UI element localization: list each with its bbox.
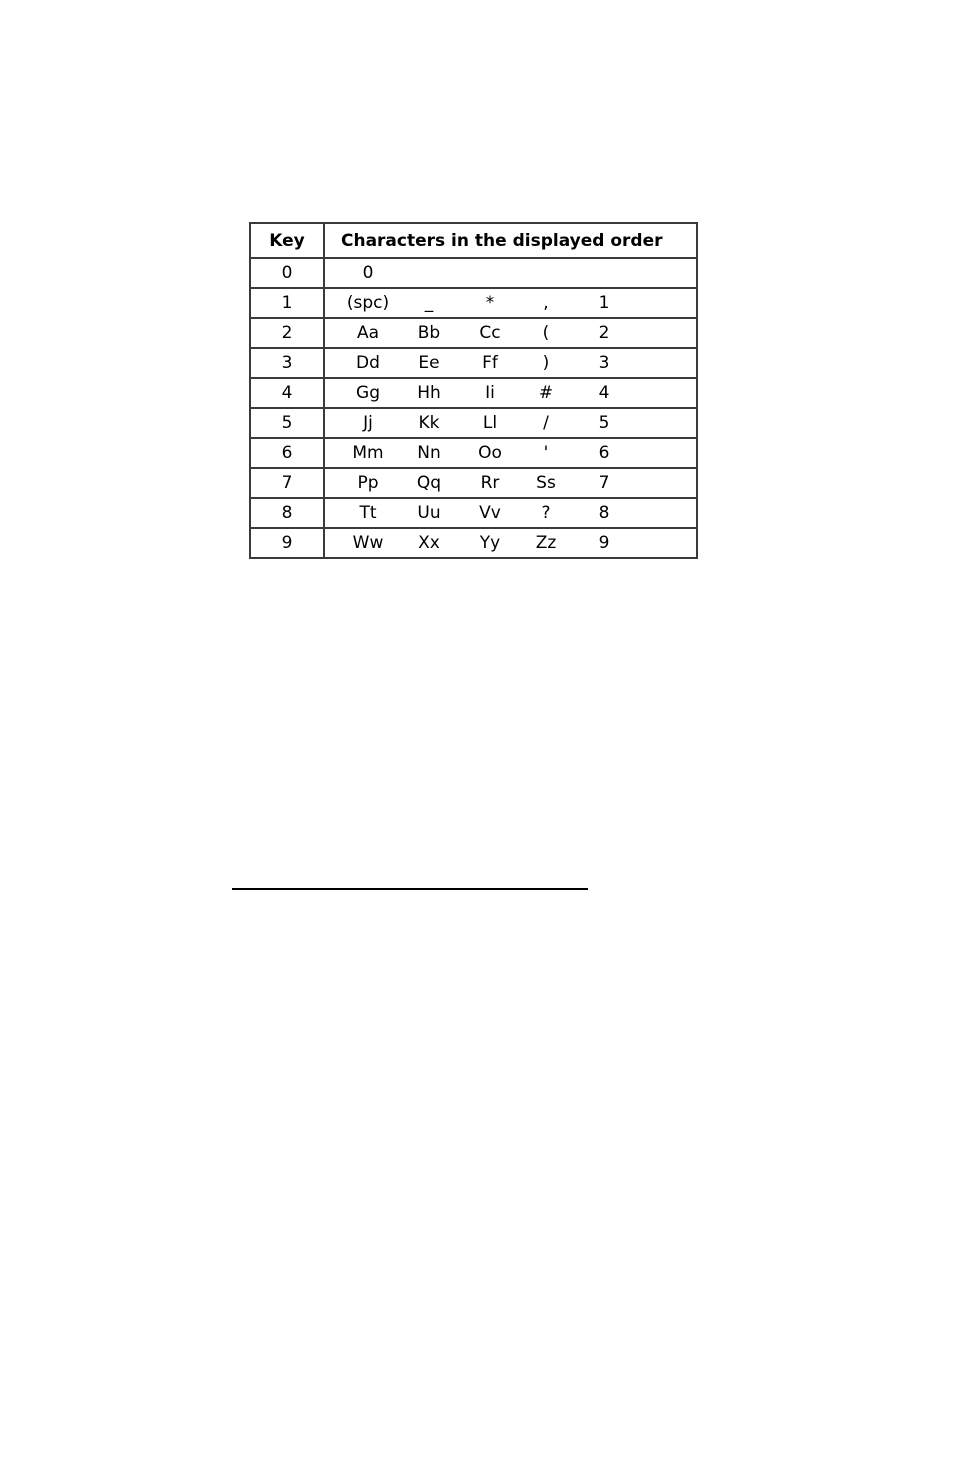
character-entry: Mm <box>352 443 384 463</box>
table-row <box>250 318 697 348</box>
key-cell: 8 <box>250 498 324 528</box>
table-body <box>250 258 697 558</box>
character-entry: Ee <box>418 353 440 373</box>
character-entry: , <box>543 293 549 313</box>
character-entry: Tt <box>359 503 377 523</box>
key-cell: 0 <box>250 258 324 288</box>
character-entry: Hh <box>417 383 441 403</box>
table-row <box>250 378 697 408</box>
character-entry: Oo <box>478 443 502 463</box>
character-entry: 3 <box>598 353 610 373</box>
character-entry: Pp <box>357 473 379 493</box>
character-entry: * <box>485 293 495 313</box>
characters-cell <box>324 498 697 528</box>
character-entry: 6 <box>598 443 610 463</box>
character-entry: Vv <box>479 503 501 523</box>
key-cell: 4 <box>250 378 324 408</box>
table-row <box>250 468 697 498</box>
table-row <box>250 258 697 288</box>
footnote-separator-line <box>232 888 588 890</box>
character-entry: 7 <box>598 473 610 493</box>
characters-cell <box>324 258 697 288</box>
table-row <box>250 438 697 468</box>
character-entry: Jj <box>363 413 373 433</box>
character-entry: Yy <box>479 533 501 553</box>
character-entry: / <box>543 413 549 433</box>
table-row <box>250 528 697 558</box>
character-entry: _ <box>424 293 434 313</box>
character-entry: (spc) <box>346 293 390 313</box>
key-cell: 1 <box>250 288 324 318</box>
table-row <box>250 498 697 528</box>
character-entry: ( <box>542 323 550 343</box>
character-entry: Kk <box>418 413 440 433</box>
characters-cell <box>324 318 697 348</box>
character-entry: 5 <box>598 413 610 433</box>
character-entry: 1 <box>598 293 610 313</box>
characters-cell <box>324 288 697 318</box>
characters-cell <box>324 378 697 408</box>
character-entry: Bb <box>417 323 441 343</box>
key-cell: 6 <box>250 438 324 468</box>
character-entry: 9 <box>598 533 610 553</box>
character-entry: Zz <box>535 533 557 553</box>
character-entry: Ww <box>352 533 384 553</box>
characters-cell <box>324 528 697 558</box>
key-cell: 2 <box>250 318 324 348</box>
key-cell: 5 <box>250 408 324 438</box>
character-entry: Xx <box>418 533 440 553</box>
character-entry: Rr <box>480 473 500 493</box>
character-entry: Gg <box>356 383 380 403</box>
table-row <box>250 348 697 378</box>
table-row <box>250 288 697 318</box>
character-entry: Ss <box>536 473 556 493</box>
characters-cell <box>324 468 697 498</box>
character-entry: Ff <box>482 353 498 373</box>
character-entry: Dd <box>356 353 380 373</box>
character-entry: 8 <box>598 503 610 523</box>
key-column-header: Key <box>250 223 324 258</box>
characters-column-header: Characters in the displayed order <box>324 223 697 258</box>
key-character-table <box>249 222 698 559</box>
character-entry: ' <box>543 443 549 463</box>
table-header-row <box>250 223 697 258</box>
character-entry: 0 <box>362 263 374 283</box>
character-entry: ? <box>541 503 551 523</box>
key-cell: 3 <box>250 348 324 378</box>
character-entry: Ll <box>482 413 498 433</box>
table-row <box>250 408 697 438</box>
character-entry: Qq <box>416 473 442 493</box>
key-cell: 7 <box>250 468 324 498</box>
characters-cell <box>324 348 697 378</box>
character-entry: 2 <box>598 323 610 343</box>
character-entry: Ii <box>485 383 495 403</box>
character-entry: # <box>538 383 554 403</box>
character-entry: Aa <box>356 323 380 343</box>
character-entry: Cc <box>479 323 501 343</box>
character-entry: Nn <box>417 443 441 463</box>
key-cell: 9 <box>250 528 324 558</box>
character-entry: ) <box>542 353 550 373</box>
characters-cell <box>324 408 697 438</box>
character-entry: Uu <box>417 503 441 523</box>
character-entry: 4 <box>598 383 610 403</box>
characters-cell <box>324 438 697 468</box>
